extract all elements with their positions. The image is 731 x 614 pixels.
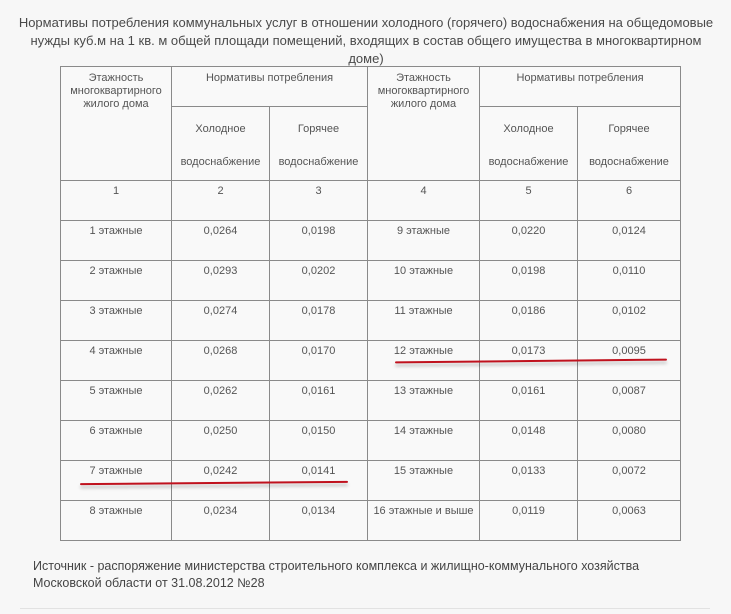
cold-value: 0,0242 (172, 461, 270, 501)
hot-value: 0,0102 (578, 301, 681, 341)
hot-value: 0,0124 (578, 221, 681, 261)
header-floors-right: Этажность многоквартирного жилого дома (368, 67, 480, 181)
header-cold-right: Холодное водоснабжение (480, 107, 578, 181)
floors-cell: 11 этажные (368, 301, 480, 341)
source-note: Источник - распоряжение министерства строительного комплекса и жилищно-коммунального хозяйства Московской области от 31.08.2012 №28 (33, 559, 640, 590)
cold-value: 0,0186 (480, 301, 578, 341)
hot-value: 0,0110 (578, 261, 681, 301)
hot-value: 0,0141 (270, 461, 368, 501)
floors-cell: 15 этажные (368, 461, 480, 501)
hot-value: 0,0063 (578, 501, 681, 541)
column-number: 2 (172, 181, 270, 221)
header-floors-left: Этажность многоквартирного жилого дома (61, 67, 172, 181)
hot-value: 0,0134 (270, 501, 368, 541)
hot-value: 0,0095 (578, 341, 681, 381)
floors-cell: 1 этажные (61, 221, 172, 261)
column-number-row (61, 181, 681, 221)
hot-value: 0,0198 (270, 221, 368, 261)
cold-value: 0,0198 (480, 261, 578, 301)
floors-cell: 12 этажные (368, 341, 480, 381)
divider (20, 608, 710, 609)
cold-value: 0,0161 (480, 381, 578, 421)
floors-cell: 2 этажные (61, 261, 172, 301)
floors-cell: 13 этажные (368, 381, 480, 421)
hot-value: 0,0161 (270, 381, 368, 421)
floors-cell: 10 этажные (368, 261, 480, 301)
table-row (61, 301, 681, 341)
cold-value: 0,0148 (480, 421, 578, 461)
column-number: 5 (480, 181, 578, 221)
column-number: 3 (270, 181, 368, 221)
cold-value: 0,0268 (172, 341, 270, 381)
floors-cell: 8 этажные (61, 501, 172, 541)
hot-value: 0,0170 (270, 341, 368, 381)
floors-cell: 6 этажные (61, 421, 172, 461)
floors-cell: 5 этажные (61, 381, 172, 421)
hot-value: 0,0150 (270, 421, 368, 461)
table-row (61, 501, 681, 541)
cold-value: 0,0262 (172, 381, 270, 421)
floors-cell: 4 этажные (61, 341, 172, 381)
table-row (61, 381, 681, 421)
hot-value: 0,0087 (578, 381, 681, 421)
hot-value: 0,0080 (578, 421, 681, 461)
table-caption: Нормативы потребления коммунальных услуг в отношении холодного (горячего) водоснабжения на общедомовые нужды куб.м на 1 кв. м общей площади помещений, входящих в состав общего имущества в многоквартирном доме) (18, 15, 714, 66)
table-row (61, 221, 681, 261)
table-row (61, 421, 681, 461)
header-cold-left: Холодное водоснабжение (172, 107, 270, 181)
header-hot-left: Горячее водоснабжение (270, 107, 368, 181)
consumption-norms-table (60, 66, 681, 541)
cold-value: 0,0234 (172, 501, 270, 541)
floors-cell: 16 этажные и выше (368, 501, 480, 541)
column-number: 4 (368, 181, 480, 221)
cold-value: 0,0274 (172, 301, 270, 341)
cold-value: 0,0119 (480, 501, 578, 541)
header-norms-right: Нормативы потребления (480, 67, 681, 107)
cold-value: 0,0133 (480, 461, 578, 501)
floors-cell: 9 этажные (368, 221, 480, 261)
column-number: 6 (578, 181, 681, 221)
cold-value: 0,0220 (480, 221, 578, 261)
cold-value: 0,0264 (172, 221, 270, 261)
column-number: 1 (61, 181, 172, 221)
hot-value: 0,0178 (270, 301, 368, 341)
header-row (61, 67, 681, 107)
floors-cell: 3 этажные (61, 301, 172, 341)
header-hot-right: Горячее водоснабжение (578, 107, 681, 181)
header-norms-left: Нормативы потребления (172, 67, 368, 107)
table-row (61, 261, 681, 301)
cold-value: 0,0250 (172, 421, 270, 461)
cold-value: 0,0293 (172, 261, 270, 301)
cold-value: 0,0173 (480, 341, 578, 381)
hot-value: 0,0202 (270, 261, 368, 301)
floors-cell: 7 этажные (61, 461, 172, 501)
table-row (61, 461, 681, 501)
hot-value: 0,0072 (578, 461, 681, 501)
floors-cell: 14 этажные (368, 421, 480, 461)
